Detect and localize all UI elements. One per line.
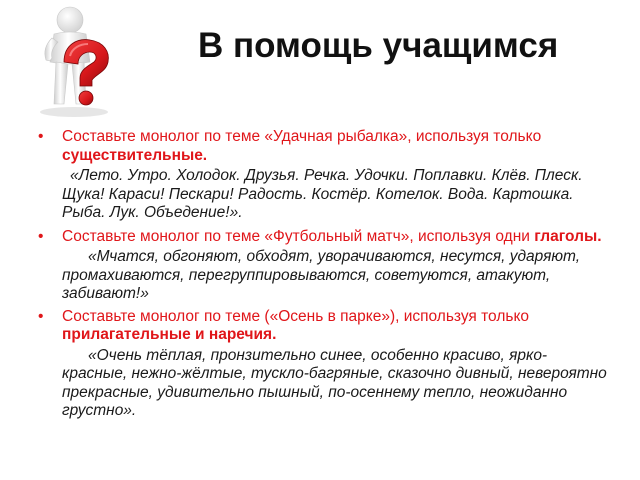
task-prompt-text: Составьте монолог по теме «Удачная рыбалка», используя только	[62, 128, 542, 145]
bullet-marker: •	[38, 128, 44, 145]
bullet-marker: •	[38, 307, 44, 325]
task-example: «Очень тёплая, пронзительно синее, особенно красиво, ярко-красные, нежно-жёлтые, тускло-багряные, сказочно дивный, невероятно прекрасные, удивительно пышный, по-осеннему тепло, неожиданно грустно».	[62, 346, 607, 419]
task-prompt	[62, 228, 602, 245]
bullet-marker: •	[38, 227, 44, 245]
task-prompt-text: Составьте монолог по теме «Футбольный матч», используя одни	[62, 227, 535, 245]
task-emphasis: глаголы.	[534, 227, 602, 245]
task-emphasis: существительные.	[62, 146, 208, 164]
task-list	[38, 128, 608, 425]
task-prompt	[62, 308, 529, 344]
task-example: «Лето. Утро. Холодок. Друзья. Речка. Удочки. Поплавки. Клёв. Плеск. Щука! Караси! Пескари! Радость. Костёр. Котелок. Вода. Картошка. Рыба. Лук. Объедение!».	[62, 167, 583, 221]
task-prompt-text: Составьте монолог по теме («Осень в парке»), используя только	[62, 307, 530, 325]
task-item	[38, 228, 608, 247]
task-item	[38, 128, 608, 165]
page-title: В помощь учащимся	[198, 26, 559, 65]
task-item	[38, 308, 608, 345]
question-person-icon	[30, 0, 116, 120]
task-example: «Мчатся, обгоняют, обходят, уворачиваются, несутся, ударяют, промахиваются, перегруппировываются, советуются, атакуют, забивают!»	[62, 248, 581, 302]
task-prompt	[62, 128, 541, 164]
task-emphasis: прилагательные и наречия.	[62, 326, 277, 343]
